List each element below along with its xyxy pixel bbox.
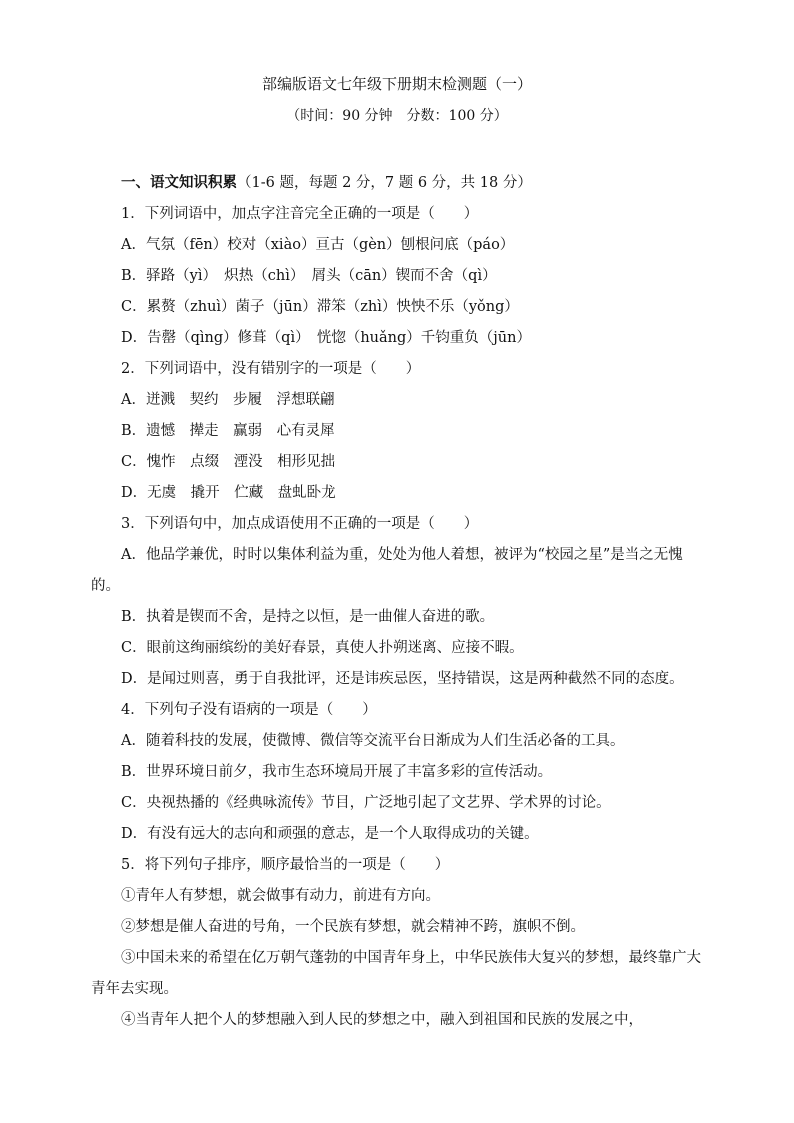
question-4-option-a: A．随着科技的发展，使微博、微信等交流平台日渐成为人们生活必备的工具。 (121, 733, 625, 749)
question-1-option-c: C．累赘（zhuì）菌子（jūn）滞笨（zhì）怏怏不乐（yǒng） (121, 299, 519, 315)
question-3-option-b: B．执着是锲而不舍，是持之以恒，是一曲催人奋进的歌。 (121, 609, 495, 625)
question-4-stem: 4．下列句子没有语病的一项是（ ） (121, 702, 377, 718)
section-heading (91, 167, 706, 199)
question-5-sentence-1: ①青年人有梦想，就会做事有动力，前进有方向。 (121, 888, 440, 904)
question-1-option-d: D．告罄（qìng）修葺（qì） 恍惚（huǎng）千钧重负（jūn） (121, 330, 531, 346)
page-title: 部编版语文七年级下册期末检测题（一） (261, 75, 532, 93)
question-3-option-d: D．是闻过则喜，勇于自我批评，还是讳疾忌医，坚持错误，这是两种截然不同的态度。 (121, 671, 684, 687)
exam-content (91, 167, 706, 1036)
question-3-option-a: A．他品学兼优，时时以集体利益为重，处处为他人着想，被评为“校园之星”是当之无愧的。 (91, 547, 683, 594)
question-3-stem: 3．下列语句中，加点成语使用不正确的一项是（ ） (121, 516, 479, 532)
section-scoring: （1-6 题，每题 2 分，7 题 6 分，共 18 分） (237, 175, 532, 191)
question-4-option-c: C．央视热播的《经典咏流传》节目，广泛地引起了文艺界、学术界的讨论。 (121, 795, 611, 811)
question-1-option-a: A．气氛（fēn）校对（xiào）亘古（gèn）刨根问底（páo） (121, 237, 515, 253)
exam-info: （时间：90 分钟 分数：100 分） (286, 108, 508, 124)
question-2-option-b: B．遗憾 撵走 赢弱 心有灵犀 (121, 423, 335, 439)
section-title: 一、语文知识积累 (121, 174, 237, 191)
question-2-option-a: A．迸溅 契约 步履 浮想联翩 (121, 392, 335, 408)
question-5-sentence-2: ②梦想是催人奋进的号角，一个民族有梦想，就会精神不跨，旗帜不倒。 (121, 919, 585, 935)
question-5-stem: 5．将下列句子排序，顺序最恰当的一项是（ ） (121, 857, 450, 873)
question-4-option-b: B．世界环境日前夕，我市生态环境局开展了丰富多彩的宣传活动。 (121, 764, 553, 780)
question-2-option-d: D．无虞 撬开 伫藏 盘虬卧龙 (121, 485, 336, 501)
question-5-sentence-3: ③中国未来的希望在亿万朝气蓬勃的中国青年身上，中华民族伟大复兴的梦想，最终靠广大青年去实现。 (91, 950, 701, 997)
question-4-option-d: D．有没有远大的志向和顽强的意志，是一个人取得成功的关键。 (121, 826, 539, 842)
question-3-option-c: C．眼前这绚丽缤纷的美好春景，真使人扑朔迷离、应接不暇。 (121, 640, 524, 656)
question-5-sentence-4: ④当青年人把个人的梦想融入到人民的梦想之中，融入到祖国和民族的发展之中， (121, 1012, 643, 1028)
question-2-stem: 2．下列词语中，没有错别字的一项是（ ） (121, 361, 421, 377)
question-1-stem: 1．下列词语中，加点字注音完全正确的一项是（ ） (121, 206, 479, 222)
question-2-option-c: C．愧怍 点缀 湮没 相形见拙 (121, 454, 336, 470)
question-1-option-b: B．驿路（yì） 炽热（chì） 屑头（cān）锲而不舍（qì） (121, 268, 497, 284)
